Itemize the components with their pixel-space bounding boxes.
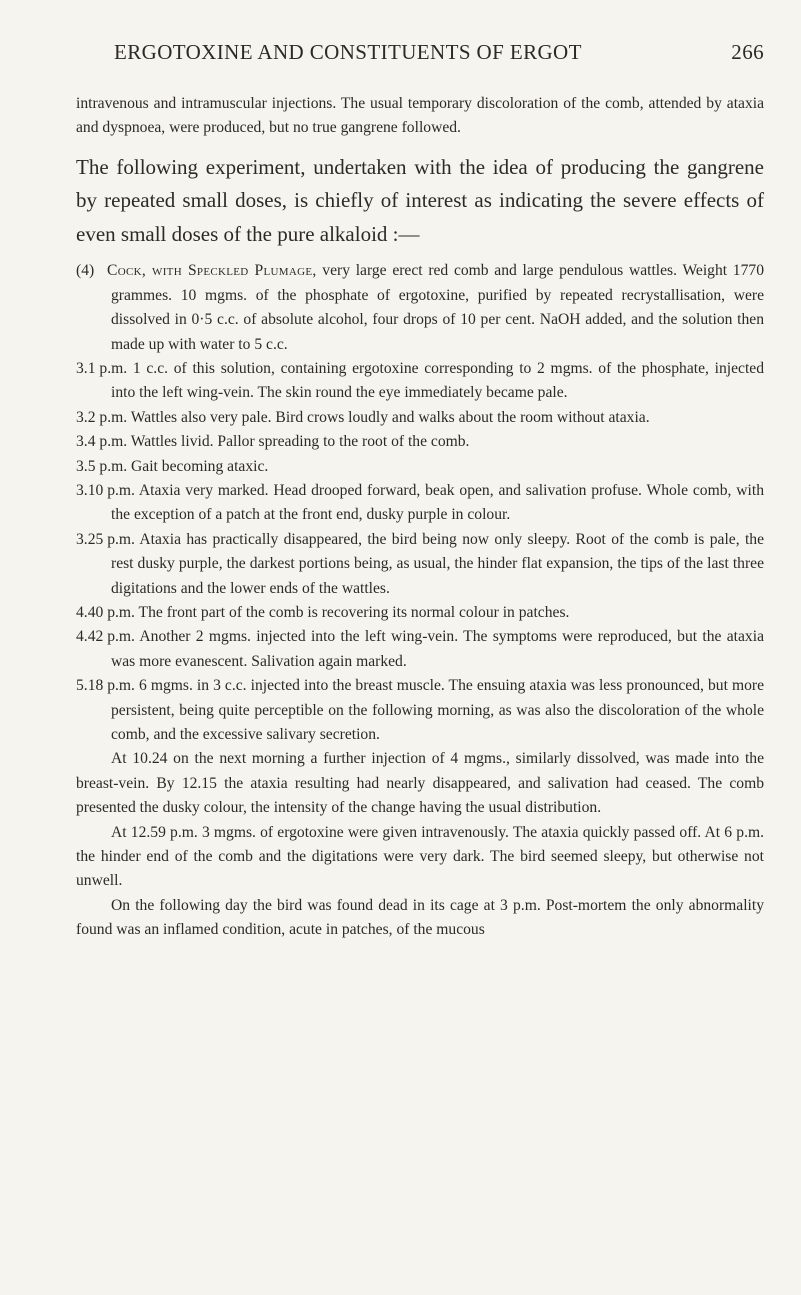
closing-paragraph: At 12.59 p.m. 3 mgms. of ergotoxine were given intravenously. The ataxia quickly passed off. At 6 p.m. the hinder end of the comb and the digitations were very dark. The bird seemed sleepy, but otherwise not unwell. (76, 823, 764, 890)
log-text: Gait becoming ataxic. (131, 457, 269, 475)
log-entry (76, 601, 764, 625)
log-entry (76, 455, 764, 479)
experiment-number: (4) (76, 262, 95, 280)
log-entry (76, 625, 764, 674)
log-entry (76, 406, 764, 430)
log-time: 3.5 p.m. (76, 457, 128, 475)
time-log (76, 357, 764, 748)
log-time: 3.25 p.m. (76, 530, 135, 548)
log-text: Wattles also very pale. Bird crows loudly and walks about the room without ataxia. (130, 408, 650, 426)
log-entry (76, 528, 764, 601)
experiment-heading: Cock, with Speckled Plumage, (107, 262, 317, 280)
log-text: 6 mgms. in 3 c.c. injected into the breast muscle. The ensuing ataxia was less pronounced, but more persistent, being quite perceptible on the following morning, as was also the discoloration of the whole comb, and the excessive salivary secretion. (111, 677, 764, 744)
log-text: Ataxia very marked. Head drooped forward, beak open, and salivation profuse. Whole comb, with the exception of a patch at the front end, dusky purple in colour. (111, 481, 764, 524)
log-time: 3.1 p.m. (76, 359, 128, 377)
page-number: 266 (731, 40, 764, 64)
log-text: Wattles livid. Pallor spreading to the root of the comb. (130, 433, 470, 451)
log-entry (76, 674, 764, 747)
running-head-title: ERGOTOXINE AND CONSTITUENTS OF ERGOT (114, 40, 582, 64)
log-text: Ataxia has practically disappeared, the bird being now only sleepy. Root of the comb is pale, the rest dusky purple, the darkest portions being, as usual, the hinder flat expansion, the tips of the last three digitations and the lower ends of the wattles. (111, 530, 764, 597)
log-time: 4.40 p.m. (76, 604, 135, 621)
log-time: 3.4 p.m. (76, 433, 128, 451)
experiment-paragraph (76, 259, 764, 357)
log-time: 4.42 p.m. (76, 628, 135, 646)
log-time: 3.2 p.m. (76, 408, 128, 426)
log-text: 1 c.c. of this solution, containing ergotoxine corresponding to 2 mgms. of the phosphate, injected into the left wing-vein. The skin round the eye immediately became pale. (111, 359, 764, 402)
log-text: Another 2 mgms. injected into the left wing-vein. The symptoms were reproduced, but the ataxia was more evanescent. Salivation again marked. (111, 628, 764, 670)
opening-paragraph: intravenous and intramuscular injections. The usual temporary discoloration of the comb, attended by ataxia and dyspnoea, were produced, but no true gangrene followed. (76, 95, 764, 137)
log-time: 5.18 p.m. (76, 677, 135, 695)
log-text: The front part of the comb is recovering its normal colour in patches. (138, 604, 570, 621)
closing-paragraph: On the following day the bird was found dead in its cage at 3 p.m. Post-mortem the only abnormality found was an inflamed condition, acute in patches, of the mucous (76, 896, 764, 939)
experiment-text: very large erect red comb and large pendulous wattles. Weight 1770 grammes. 10 mgms. of the phosphate of ergotoxine, purified by repeated recrystallisation, were dissolved in 0·5 c.c. of absolute alcohol, four drops of 10 per cent. NaOH added, and the solution then made up with water to 5 c.c. (111, 262, 764, 353)
log-entry (76, 430, 764, 454)
body-text (76, 92, 764, 943)
log-entry (76, 357, 764, 406)
log-entry (76, 479, 764, 528)
running-head (114, 40, 764, 68)
log-time: 3.10 p.m. (76, 481, 135, 499)
closing-paragraph: At 10.24 on the next morning a further injection of 4 mgms., similarly dissolved, was made into the breast-vein. By 12.15 the ataxia resulting had nearly disappeared, and salivation had ceased. The comb presented the dusky colour, the intensity of the change having the usual distribution. (76, 750, 764, 817)
intro-paragraph: The following experiment, undertaken with the idea of producing the gangrene by repeated small doses, is chiefly of interest as indicating the severe effects of even small doses of the pure alkaloid :— (76, 154, 764, 246)
